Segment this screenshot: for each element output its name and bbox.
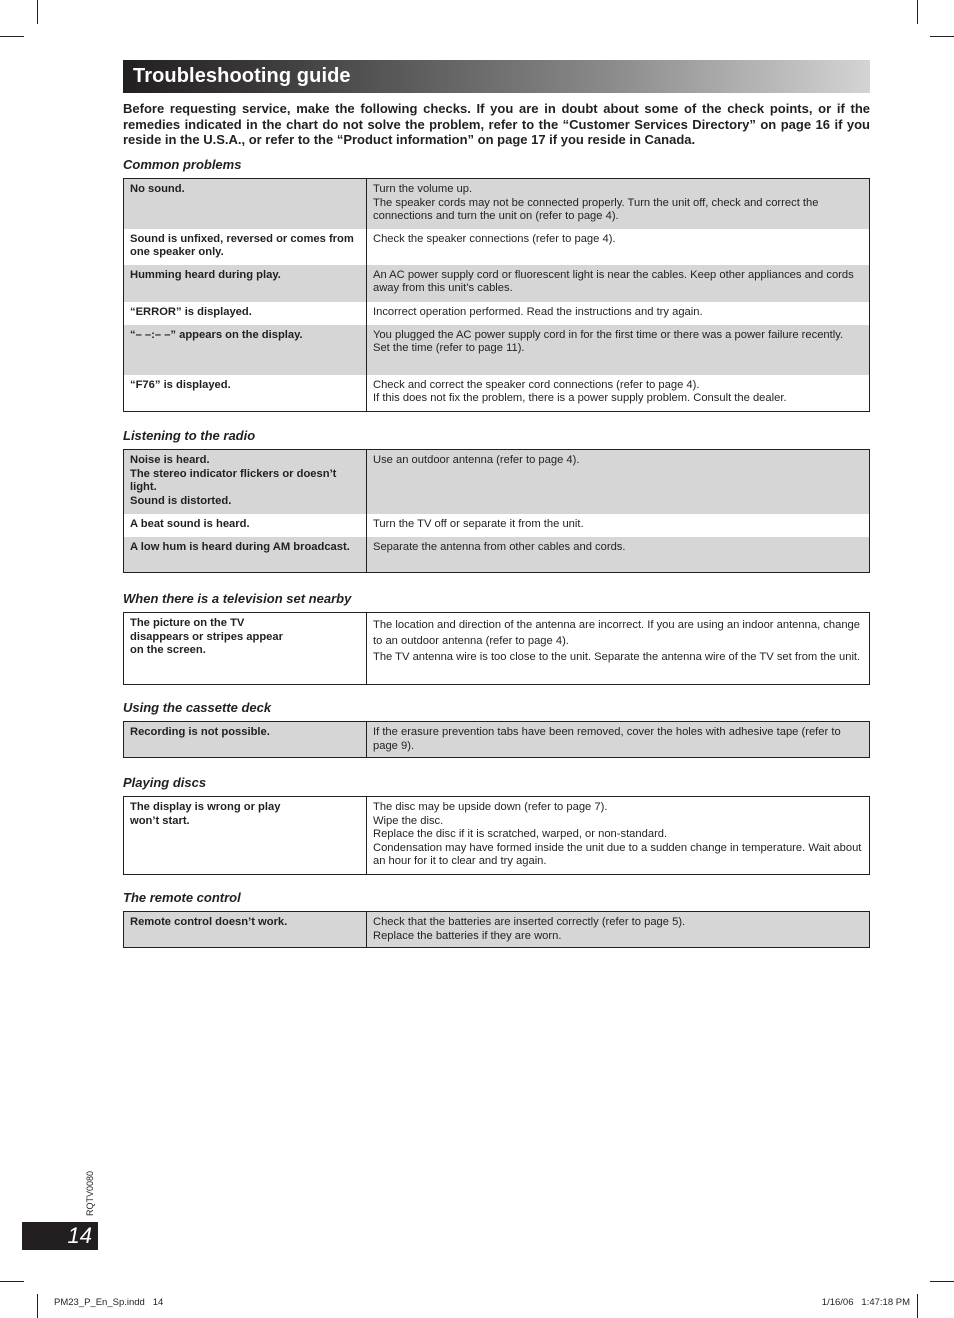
troubleshooting-table bbox=[123, 721, 870, 758]
remedy-cell: If the erasure prevention tabs have been removed, cover the holes with adhesive tape (refer to page 9). bbox=[367, 722, 870, 758]
problem-cell: The picture on the TV disappears or stripes appear on the screen. bbox=[124, 613, 367, 685]
table-row bbox=[124, 179, 870, 229]
remedy-cell: Check the speaker connections (refer to page 4). bbox=[367, 229, 870, 265]
page-number: 14 bbox=[22, 1222, 98, 1250]
table-row bbox=[124, 450, 870, 514]
title-bar bbox=[123, 60, 870, 93]
table-row bbox=[124, 514, 870, 537]
section-heading: Common problems bbox=[123, 157, 242, 172]
crop-mark bbox=[0, 36, 24, 37]
remedy-cell: Check and correct the speaker cord connections (refer to page 4). If this does not fix the problem, there is a power supply problem. Consult the dealer. bbox=[367, 375, 870, 412]
problem-cell: Noise is heard. The stereo indicator flickers or doesn’t light. Sound is distorted. bbox=[124, 450, 367, 514]
crop-mark bbox=[930, 1281, 954, 1282]
remedy-cell: Turn the volume up. The speaker cords may not be connected properly. Turn the unit off, check and correct the connections and turn the unit on (refer to page 4). bbox=[367, 179, 870, 229]
problem-cell: Recording is not possible. bbox=[124, 722, 367, 758]
table-row bbox=[124, 613, 870, 685]
troubleshooting-table bbox=[123, 449, 870, 573]
section-heading: The remote control bbox=[123, 890, 241, 905]
problem-cell: “F76” is displayed. bbox=[124, 375, 367, 412]
section-remote bbox=[123, 890, 870, 948]
section-discs bbox=[123, 775, 870, 875]
troubleshooting-table bbox=[123, 911, 870, 948]
table-row bbox=[124, 722, 870, 758]
table-row bbox=[124, 375, 870, 412]
crop-mark bbox=[37, 1294, 38, 1318]
troubleshooting-table bbox=[123, 796, 870, 875]
table-row bbox=[124, 537, 870, 573]
table-row bbox=[124, 229, 870, 265]
problem-cell: Remote control doesn’t work. bbox=[124, 912, 367, 948]
section-radio bbox=[123, 428, 870, 573]
section-heading: Listening to the radio bbox=[123, 428, 256, 443]
section-cassette bbox=[123, 700, 870, 758]
crop-mark bbox=[917, 1294, 918, 1318]
intro-paragraph: Before requesting service, make the following checks. If you are in doubt about some of the check points, or if the remedies indicated in the chart do not solve the problem, refer to the “Customer Services Directory” on page 16 if you reside in the U.S.A., or refer to the “Product information” on page 17 if you reside in Canada. bbox=[123, 101, 870, 147]
remedy-cell: Incorrect operation performed. Read the instructions and try again. bbox=[367, 302, 870, 325]
remedy-cell: The location and direction of the antenna are incorrect. If you are using an indoor antenna, change to an outdoor antenna (refer to page 4). The TV antenna wire is too close to the unit. Separate the antenna wire of the TV set from the unit. bbox=[367, 613, 870, 685]
table-row bbox=[124, 797, 870, 875]
problem-cell: A low hum is heard during AM broadcast. bbox=[124, 537, 367, 573]
table-row bbox=[124, 265, 870, 302]
troubleshooting-table bbox=[123, 612, 870, 685]
crop-mark bbox=[37, 0, 38, 24]
remedy-cell: Separate the antenna from other cables and cords. bbox=[367, 537, 870, 573]
crop-mark bbox=[0, 1281, 24, 1282]
footer-file-name: PM23_P_En_Sp.indd 14 bbox=[54, 1297, 164, 1308]
section-television bbox=[123, 591, 870, 685]
section-heading: When there is a television set nearby bbox=[123, 591, 352, 606]
troubleshooting-table bbox=[123, 178, 870, 412]
page-title: Troubleshooting guide bbox=[133, 65, 351, 87]
remedy-cell: An AC power supply cord or fluorescent light is near the cables. Keep other appliances and cords away from this unit’s cables. bbox=[367, 265, 870, 302]
remedy-cell: Check that the batteries are inserted correctly (refer to page 5). Replace the batteries if they are worn. bbox=[367, 912, 870, 948]
problem-cell: Sound is unfixed, reversed or comes from one speaker only. bbox=[124, 229, 367, 265]
section-heading: Using the cassette deck bbox=[123, 700, 272, 715]
table-row bbox=[124, 325, 870, 375]
problem-cell: “– –:– –” appears on the display. bbox=[124, 325, 367, 375]
footer-timestamp: 1/16/06 1:47:18 PM bbox=[821, 1297, 910, 1308]
problem-cell: Humming heard during play. bbox=[124, 265, 367, 302]
remedy-cell: You plugged the AC power supply cord in for the first time or there was a power failure recently. Set the time (refer to page 11). bbox=[367, 325, 870, 375]
remedy-cell: The disc may be upside down (refer to page 7). Wipe the disc. Replace the disc if it is scratched, warped, or non-standard. Condensation may have formed inside the unit due to a sudden change in temperature. Wait about an hour for it to clear and try again. bbox=[367, 797, 870, 875]
remedy-cell: Use an outdoor antenna (refer to page 4). bbox=[367, 450, 870, 514]
remedy-cell: Turn the TV off or separate it from the unit. bbox=[367, 514, 870, 537]
problem-cell: The display is wrong or play won’t start. bbox=[124, 797, 367, 875]
section-heading: Playing discs bbox=[123, 775, 207, 790]
crop-mark bbox=[917, 0, 918, 24]
table-row bbox=[124, 912, 870, 948]
problem-cell: “ERROR” is displayed. bbox=[124, 302, 367, 325]
problem-cell: A beat sound is heard. bbox=[124, 514, 367, 537]
document-code: RQTV0080 bbox=[85, 1170, 95, 1216]
section-common-problems bbox=[123, 157, 870, 412]
table-row bbox=[124, 302, 870, 325]
crop-mark bbox=[930, 36, 954, 37]
problem-cell: No sound. bbox=[124, 179, 367, 229]
